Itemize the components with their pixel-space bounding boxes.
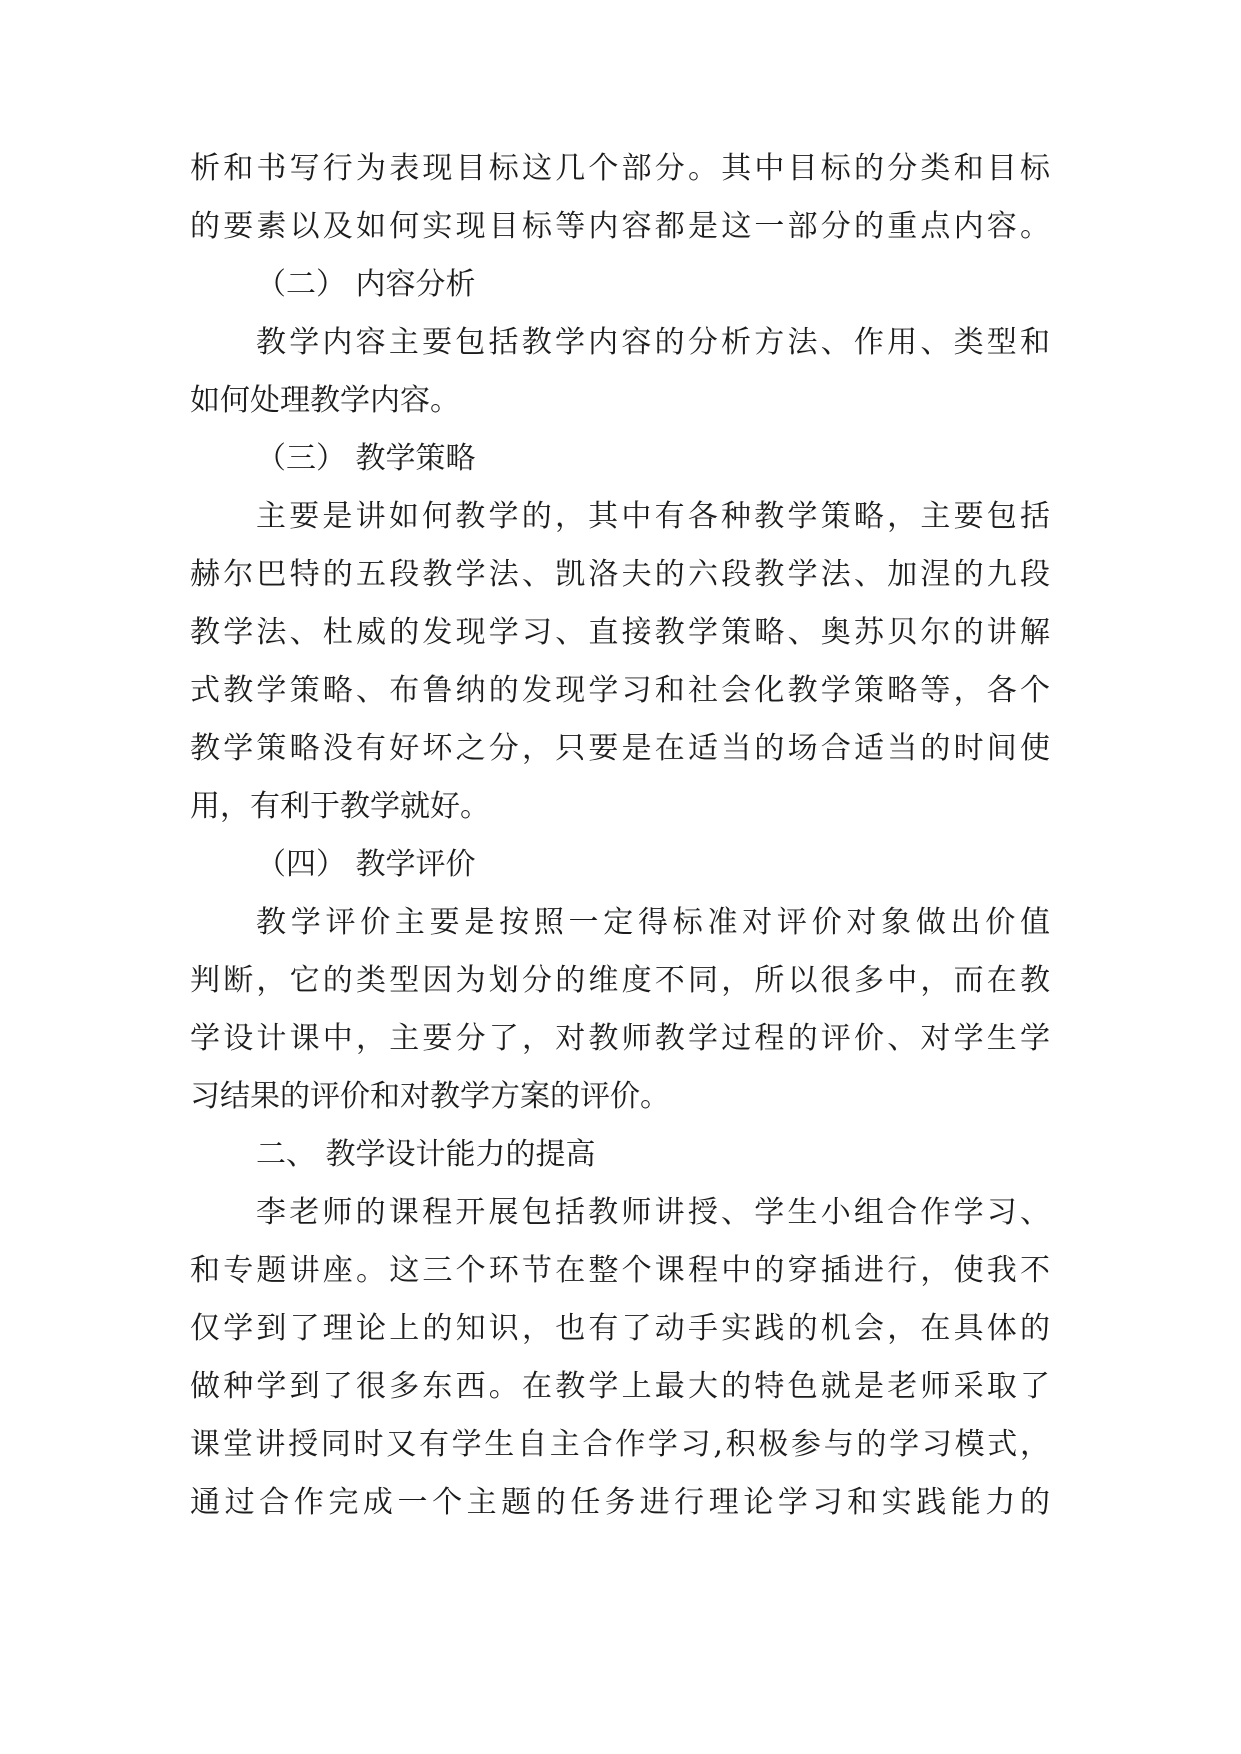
body-text-line: 判断，它的类型因为划分的维度不同，所以很多中，而在教	[190, 963, 1050, 998]
body-text-line: 教学策略没有好坏之分，只要是在适当的场合适当的时间使	[190, 731, 1050, 766]
body-text-line: 教学法、杜威的发现学习、直接教学策略、奥苏贝尔的讲解	[190, 615, 1050, 650]
body-text-line: 学设计课中，主要分了，对教师教学过程的评价、对学生学	[190, 1021, 1050, 1056]
body-text-line: 式教学策略、布鲁纳的发现学习和社会化教学策略等，各个	[190, 673, 1050, 708]
paragraph-first-line: 教学内容主要包括教学内容的分析方法、作用、类型和	[256, 325, 1050, 360]
body-text-line: 通过合作完成一个主题的任务进行理论学习和实践能力的	[190, 1485, 1050, 1520]
body-text-line: 课堂讲授同时又有学生自主合作学习,积极参与的学习模式，	[190, 1427, 1050, 1462]
body-text-line: 习结果的评价和对教学方案的评价。	[190, 1079, 670, 1114]
section-heading-teaching-evaluation: （四） 教学评价	[256, 847, 476, 882]
paragraph-first-line: 教学评价主要是按照一定得标准对评价对象做出价值	[256, 905, 1050, 940]
body-text-line: 做种学到了很多东西。在教学上最大的特色就是老师采取了	[190, 1369, 1050, 1404]
body-text-line: 用，有利于教学就好。	[190, 789, 490, 824]
body-text-line: 赫尔巴特的五段教学法、凯洛夫的六段教学法、加涅的九段	[190, 557, 1050, 592]
paragraph-first-line: 李老师的课程开展包括教师讲授、学生小组合作学习、	[256, 1195, 1050, 1230]
body-text-line: 如何处理教学内容。	[190, 383, 460, 418]
body-text-line: 的要素以及如何实现目标等内容都是这一部分的重点内容。	[190, 209, 1050, 244]
section-heading-teaching-strategy: （三） 教学策略	[256, 441, 476, 476]
body-text-line: 析和书写行为表现目标这几个部分。其中目标的分类和目标	[190, 151, 1050, 186]
section-heading-content-analysis: （二） 内容分析	[256, 267, 476, 302]
body-text-line: 和专题讲座。这三个环节在整个课程中的穿插进行，使我不	[190, 1253, 1050, 1288]
paragraph-first-line: 主要是讲如何教学的，其中有各种教学策略，主要包括	[256, 499, 1050, 534]
body-text-line: 仅学到了理论上的知识，也有了动手实践的机会，在具体的	[190, 1311, 1050, 1346]
section-heading-design-ability: 二、 教学设计能力的提高	[256, 1137, 596, 1172]
